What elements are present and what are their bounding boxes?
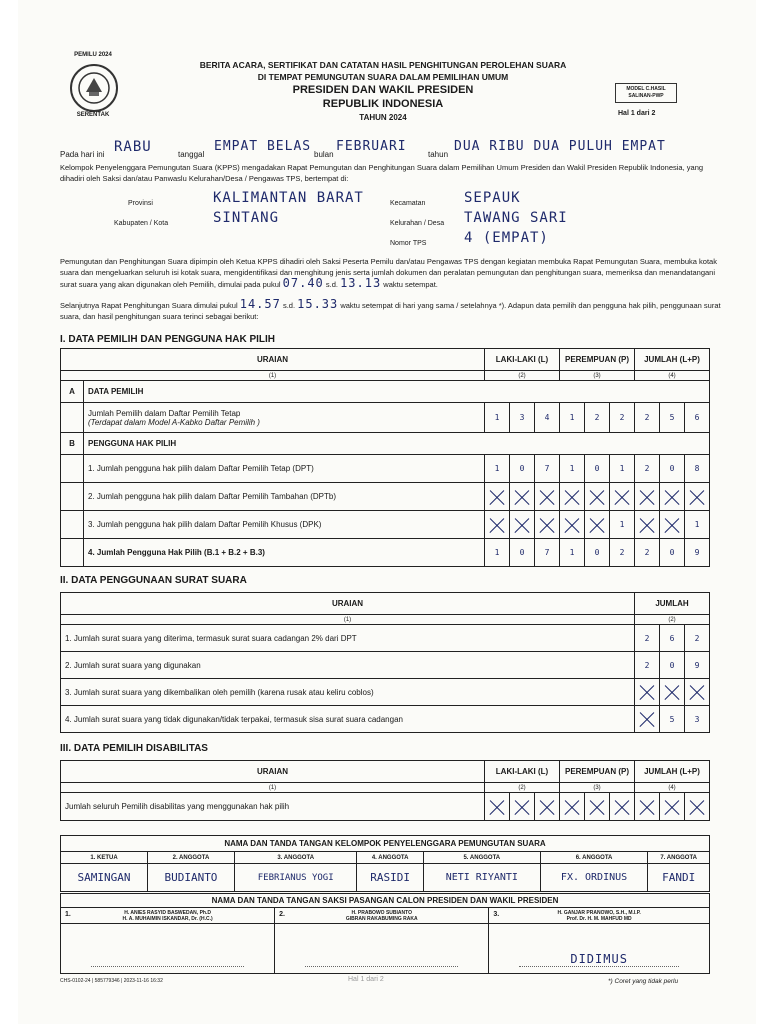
row-a-label: A xyxy=(61,381,84,403)
colnum-1: (1) xyxy=(61,371,485,381)
kpps-signature-table xyxy=(60,835,710,892)
procedure-paragraph-2 xyxy=(60,299,725,322)
digit: 3 xyxy=(685,706,710,733)
digit: 2 xyxy=(635,539,660,567)
colnum-2: (2) xyxy=(485,783,560,793)
kpps-name: BUDIANTO xyxy=(147,864,234,892)
kpps-name: FANDI xyxy=(648,864,710,892)
cross-mark xyxy=(585,483,610,511)
kpps-name: FEBRIANUS YOGI xyxy=(234,864,357,892)
cross-mark xyxy=(685,793,710,821)
digit: 1 xyxy=(560,403,585,433)
digit: 1 xyxy=(610,511,635,539)
cross-mark xyxy=(535,793,560,821)
kpps-role: 6. ANGGOTA xyxy=(540,852,648,864)
col-perempuan: PEREMPUAN (P) xyxy=(560,349,635,371)
colnum-4: (4) xyxy=(635,783,710,793)
kpps-name: FX. ORDINUS xyxy=(540,864,648,892)
cross-mark xyxy=(510,511,535,539)
tanggal-label: tanggal xyxy=(178,150,205,159)
pada-hari-ini-label: Pada hari ini xyxy=(60,150,105,159)
saksi-candidate-1: 1. H. ANIES RASYID BASWEDAN, Ph.D H. A. MUHAIMIN ISKANDAR, Dr. (H.C.) xyxy=(61,908,275,924)
sd-label: s.d. xyxy=(325,280,338,289)
digit: 0 xyxy=(660,455,685,483)
cross-mark xyxy=(660,483,685,511)
colnum-3: (3) xyxy=(560,371,635,381)
digit: 2 xyxy=(610,403,635,433)
digit: 0 xyxy=(660,539,685,567)
row-2-4: 4. Jumlah surat suara yang tidak digunakan/tidak terpakai, termasuk sisa surat suara cadangan xyxy=(61,706,635,733)
digit: 4 xyxy=(535,403,560,433)
cross-mark xyxy=(635,793,660,821)
colnum-1: (1) xyxy=(61,615,635,625)
digit: 2 xyxy=(635,625,660,652)
cross-mark xyxy=(485,483,510,511)
count-start-time: 14.57 xyxy=(239,297,281,311)
cross-mark xyxy=(660,511,685,539)
col-uraian-2: URAIAN xyxy=(61,593,635,615)
digit: 5 xyxy=(660,706,685,733)
digit: 7 xyxy=(535,539,560,567)
footer-page: Hal 1 dari 2 xyxy=(348,976,384,983)
kabupaten-label: Kabupaten / Kota xyxy=(114,220,169,227)
row-b4-desc: 4. Jumlah Pengguna Hak Pilih (B.1 + B.2 + B.3) xyxy=(84,539,485,567)
kabupaten-value: SINTANG xyxy=(213,210,280,226)
cross-mark xyxy=(635,679,660,706)
digit: 9 xyxy=(685,652,710,679)
kelurahan-label: Kelurahan / Desa xyxy=(390,220,445,227)
digit: 2 xyxy=(635,455,660,483)
kpps-role: 1. KETUA xyxy=(61,852,148,864)
digit: 2 xyxy=(610,539,635,567)
kelurahan-value: TAWANG SARI xyxy=(464,210,568,226)
row-2-3: 3. Jumlah surat suara yang dikembalikan oleh pemilih (karena rusak atau keliru coblos) xyxy=(61,679,635,706)
digit: 0 xyxy=(585,539,610,567)
saksi-signature-table xyxy=(60,893,710,974)
row-3-1: Jumlah seluruh Pemilih disabilitas yang menggunakan hak pilih xyxy=(61,793,485,821)
row-b-label: B xyxy=(61,433,84,455)
cross-mark xyxy=(535,511,560,539)
cross-mark xyxy=(660,793,685,821)
cross-mark xyxy=(610,483,635,511)
digit: 2 xyxy=(635,652,660,679)
col-uraian-3: URAIAN xyxy=(61,761,485,783)
row-b1-desc: 1. Jumlah pengguna hak pilih dalam Daftar Pemilih Tetap (DPT) xyxy=(84,455,485,483)
signature-line xyxy=(519,966,679,967)
saksi-candidate-3: 3. H. GANJAR PRANOWO, S.H., M.I.P. Prof. Dr. H. M. MAHFUD MD xyxy=(489,908,710,924)
digit: 2 xyxy=(635,403,660,433)
digit: 1 xyxy=(685,511,710,539)
section-1-table xyxy=(60,348,710,567)
cross-mark xyxy=(585,793,610,821)
digit: 5 xyxy=(660,403,685,433)
kpps-name: NETI RIYANTI xyxy=(423,864,540,892)
logo-top-text: PEMILU 2024 xyxy=(74,52,112,58)
footer-code: CHS-0102-24 | 585779346 | 2023-11-16 16:32 xyxy=(60,978,163,984)
bulan-label: bulan xyxy=(314,150,334,159)
kecamatan-value: SEPAUK xyxy=(464,190,521,206)
model-box: MODEL C.HASIL SALINAN-PWP xyxy=(615,83,677,103)
kpps-role: 4. ANGGOTA xyxy=(357,852,423,864)
cross-mark xyxy=(560,793,585,821)
kpu-logo xyxy=(70,64,118,112)
row-a-title: DATA PEMILIH xyxy=(84,381,710,403)
cross-mark xyxy=(635,706,660,733)
tps-label: Nomor TPS xyxy=(390,240,427,247)
col-perempuan-3: PEREMPUAN (P) xyxy=(560,761,635,783)
signature-line xyxy=(305,966,458,967)
tps-value: 4 (EMPAT) xyxy=(464,230,549,246)
col-jumlah-3: JUMLAH (L+P) xyxy=(635,761,710,783)
colnum-2: (2) xyxy=(635,615,710,625)
count-text: Selanjutnya Rapat Penghitungan Suara dimulai pukul xyxy=(60,301,238,310)
hari-value: RABU xyxy=(114,139,152,155)
signature-line xyxy=(91,966,244,967)
row-2-2: 2. Jumlah surat suara yang digunakan xyxy=(61,652,635,679)
saksi-title: NAMA DAN TANDA TANGAN SAKSI PASANGAN CALON PRESIDEN DAN WAKIL PRESIDEN xyxy=(61,894,710,908)
kecamatan-label: Kecamatan xyxy=(390,200,426,207)
sd-label-2: s.d. xyxy=(282,301,296,310)
digit: 0 xyxy=(510,455,535,483)
tahun-value: DUA RIBU DUA PULUH EMPAT xyxy=(454,139,666,154)
digit: 0 xyxy=(585,455,610,483)
col-jumlah: JUMLAH (L+P) xyxy=(635,349,710,371)
header-line-4: REPUBLIK INDONESIA xyxy=(322,98,444,110)
cross-mark xyxy=(560,511,585,539)
prep-start-time: 07.40 xyxy=(282,276,324,290)
count-end-time: 15.33 xyxy=(297,297,339,311)
section-3-title: III. DATA PEMILIH DISABILITAS xyxy=(60,743,208,754)
cross-mark xyxy=(610,793,635,821)
cross-mark xyxy=(535,483,560,511)
col-laki-3: LAKI-LAKI (L) xyxy=(485,761,560,783)
row-b3-desc: 3. Jumlah pengguna hak pilih dalam Daftar Pemilih Khusus (DPK) xyxy=(84,511,485,539)
kpps-role: 2. ANGGOTA xyxy=(147,852,234,864)
header-line-3: PRESIDEN DAN WAKIL PRESIDEN xyxy=(292,84,474,96)
colnum-1: (1) xyxy=(61,783,485,793)
digit: 2 xyxy=(585,403,610,433)
saksi-candidate-2: 2. H. PRABOWO SUBIANTO GIBRAN RAKABUMING RAKA xyxy=(275,908,489,924)
digit: 1 xyxy=(560,539,585,567)
digit: 9 xyxy=(685,539,710,567)
cross-mark xyxy=(510,483,535,511)
digit: 1 xyxy=(485,539,510,567)
kpps-name: RASIDI xyxy=(357,864,423,892)
provinsi-label: Provinsi xyxy=(128,200,153,207)
section-2-title: II. DATA PENGGUNAAN SURAT SUARA xyxy=(60,575,247,586)
digit: 2 xyxy=(685,625,710,652)
digit: 6 xyxy=(660,625,685,652)
digit: 1 xyxy=(560,455,585,483)
cross-mark xyxy=(685,483,710,511)
section-3-table xyxy=(60,760,710,821)
count-text-2: waktu setempat di hari yang sama / setelahnya *). Adapun data pemilih dan pengguna hak pilih, penggunaan surat suara, dan hasil penghitungan suara terinci sebagai berikut: xyxy=(60,301,721,321)
waktu-label: waktu setempat. xyxy=(383,280,438,289)
colnum-4: (4) xyxy=(635,371,710,381)
intro-paragraph: Kelompok Penyelenggara Pemungutan Suara (KPPS) mengadakan Rapat Pemungutan dan Penghitungan Suara dalam Pemilihan Umum Presiden dan Wakil Presiden Republik Indonesia, yang dihadiri oleh Saksi dan/atau Panwaslu Kelurahan/Desa / Pengawas TPS, bertempat di: xyxy=(60,163,704,183)
row-b2-desc: 2. Jumlah pengguna hak pilih dalam Daftar Pemilih Tambahan (DPTb) xyxy=(84,483,485,511)
cross-mark xyxy=(635,483,660,511)
cross-mark xyxy=(510,793,535,821)
digit: 8 xyxy=(685,455,710,483)
tanggal-value: EMPAT BELAS xyxy=(214,139,312,154)
header-line-5: TAHUN 2024 xyxy=(359,113,407,122)
kpps-role: 3. ANGGOTA xyxy=(234,852,357,864)
cross-mark xyxy=(485,511,510,539)
cross-mark xyxy=(635,511,660,539)
saksi-3-signature: DIDIMUS xyxy=(570,952,628,966)
provinsi-value: KALIMANTAN BARAT xyxy=(213,190,364,206)
digit: 0 xyxy=(510,539,535,567)
digit: 1 xyxy=(485,455,510,483)
logo-bottom-text: SERENTAK xyxy=(76,112,110,118)
digit: 7 xyxy=(535,455,560,483)
section-2-table xyxy=(60,592,710,733)
cross-mark xyxy=(560,483,585,511)
kpps-name: SAMINGAN xyxy=(61,864,148,892)
tahun-label: tahun xyxy=(428,150,449,159)
row-b-title: PENGGUNA HAK PILIH xyxy=(84,433,710,455)
digit: 0 xyxy=(660,652,685,679)
procedure-text: Pemungutan dan Penghitungan Suara dipimpin oleh Ketua KPPS dihadiri oleh Saksi Peserta Pemilu dan/atau Pengawas TPS dengan kegiatan membuka Rapat Pemungutan Suara, membuka kotak suara dan mengeluarkan seluruh isi kotak suara, mengidentifikasi dan menghitung jenis serta jumlah dokumen dan peralatan pemungutan dan penghitungan suara, memeriksa dan menandatangani surat suara yang akan digunakan oleh Pemilih, dimulai pada pukul xyxy=(60,257,717,289)
cross-mark xyxy=(585,511,610,539)
section-1-title: I. DATA PEMILIH DAN PENGGUNA HAK PILIH xyxy=(60,334,275,345)
kpps-title: NAMA DAN TANDA TANGAN KELOMPOK PENYELENGGARA PEMUNGUTAN SUARA xyxy=(61,836,710,852)
prep-end-time: 13.13 xyxy=(340,276,382,290)
kpps-role: 5. ANGGOTA xyxy=(423,852,540,864)
form-page xyxy=(18,0,756,1024)
digit: 1 xyxy=(485,403,510,433)
digit: 1 xyxy=(610,455,635,483)
cross-mark xyxy=(660,679,685,706)
footer-note: *) Coret yang tidak perlu xyxy=(608,978,679,985)
colnum-3: (3) xyxy=(560,783,635,793)
digit: 6 xyxy=(685,403,710,433)
cross-mark xyxy=(685,679,710,706)
col-uraian: URAIAN xyxy=(61,349,485,371)
col-laki: LAKI-LAKI (L) xyxy=(485,349,560,371)
header-line-2: DI TEMPAT PEMUNGUTAN SUARA DALAM PEMILIHAN UMUM xyxy=(257,72,509,82)
col-jumlah-2: JUMLAH xyxy=(635,593,710,615)
kpu-emblem-icon xyxy=(76,70,112,106)
row-a-desc: Jumlah Pemilih dalam Daftar Pemilih Tetap (Terdapat dalam Model A-Kabko Daftar Pemilih ) xyxy=(84,403,485,433)
cross-mark xyxy=(485,793,510,821)
header-line-1: BERITA ACARA, SERTIFIKAT DAN CATATAN HASIL PENGHITUNGAN PEROLEHAN SUARA xyxy=(199,60,567,70)
bulan-value: FEBRUARI xyxy=(336,139,407,154)
colnum-2: (2) xyxy=(485,371,560,381)
page-indicator: Hal 1 dari 2 xyxy=(618,110,656,117)
procedure-paragraph-1 xyxy=(60,256,725,290)
row-2-1: 1. Jumlah surat suara yang diterima, termasuk surat suara cadangan 2% dari DPT xyxy=(61,625,635,652)
kpps-role: 7. ANGGOTA xyxy=(648,852,710,864)
digit: 3 xyxy=(510,403,535,433)
